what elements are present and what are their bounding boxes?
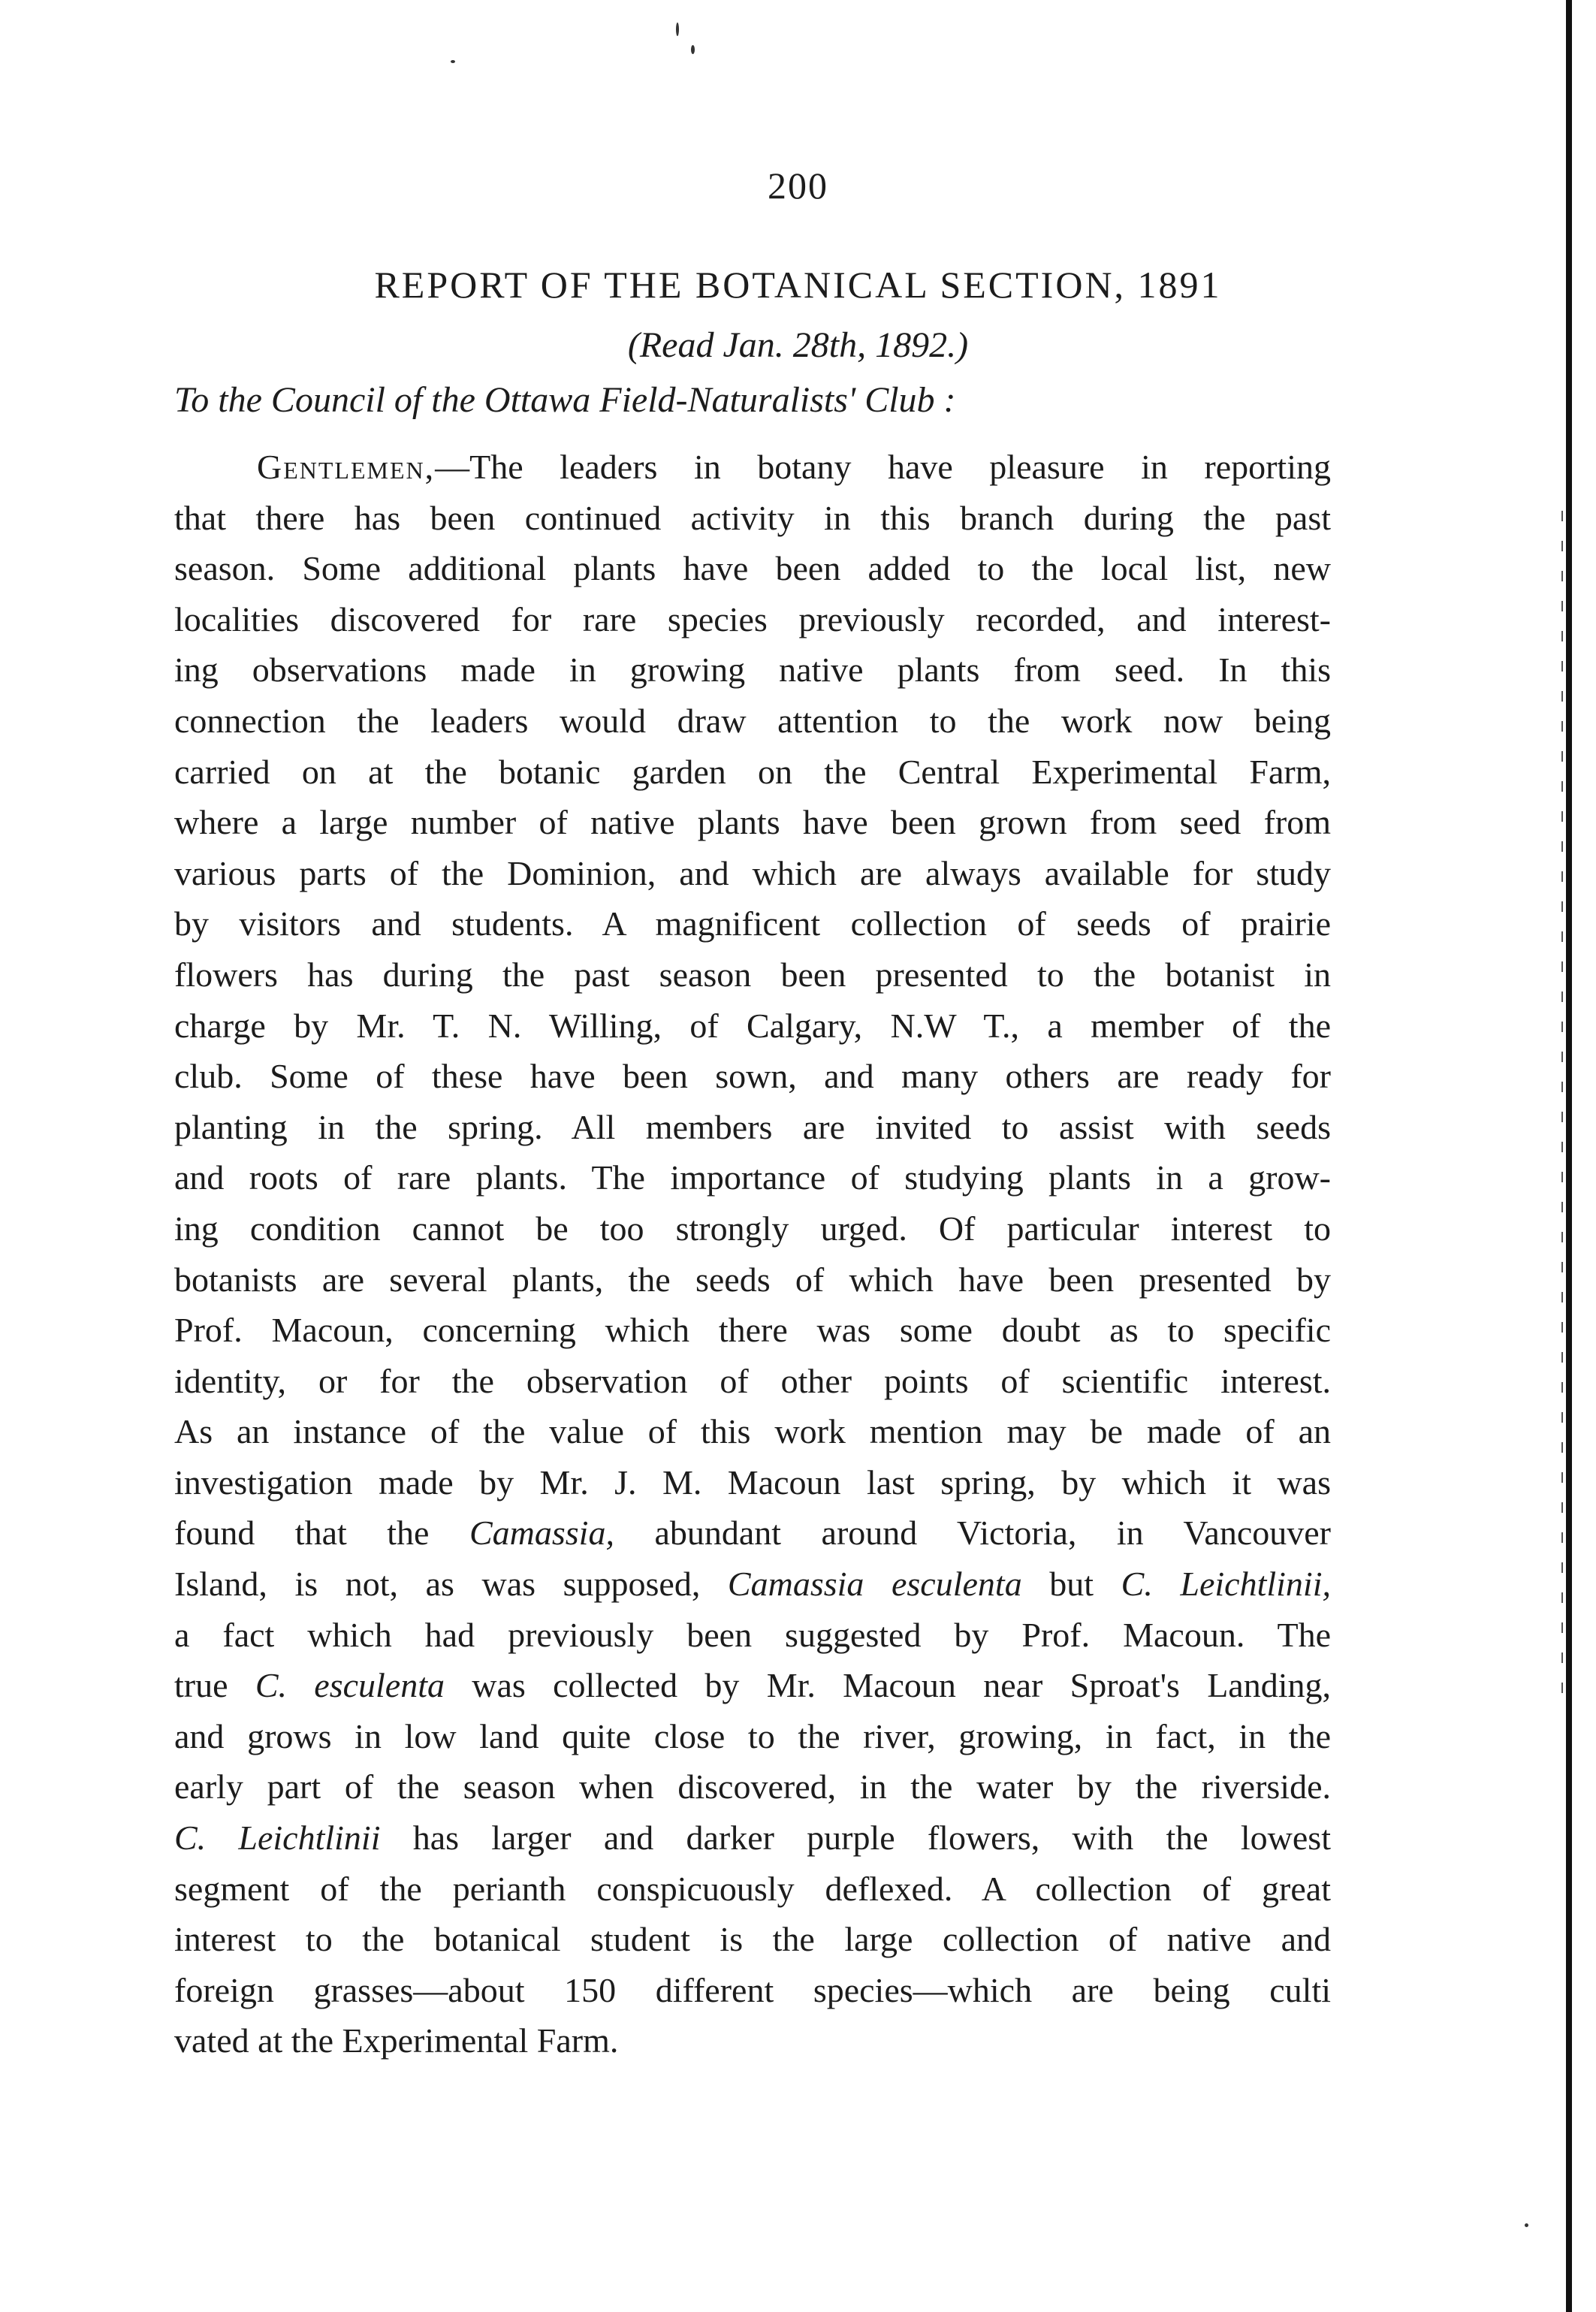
body-line: various parts of the Dominion, and which are always available for study (174, 853, 1331, 892)
scan-speck (676, 23, 679, 36)
body-line: flowers has during the past season been presented to the botanist in (174, 955, 1331, 994)
body-line: interest to the botanical student is the large collection of native and (174, 1920, 1331, 1959)
body-line: season. Some additional plants have been added to the local list, new (174, 549, 1331, 588)
species-name: Camassia, (469, 1514, 614, 1553)
species-name: C. Leichtlinii (174, 1819, 381, 1858)
page-number: 200 (768, 164, 828, 207)
body-line: Prof. Macoun, concerning which there was some doubt as to specific (174, 1311, 1331, 1350)
scan-speck (451, 60, 455, 63)
body-line (174, 442, 1331, 493)
body-line: segment of the perianth conspicuously deflexed. A collection of great (174, 1869, 1331, 1908)
body-line: ing condition cannot be too strongly urged. Of particular interest to (174, 1209, 1331, 1248)
body-line-text: abundant around Victoria, in Vancouver (614, 1514, 1331, 1553)
body-line: As an instance of the value of this work mention may be made of an (174, 1412, 1331, 1451)
body-line (174, 1508, 1331, 1559)
report-title: REPORT OF THE BOTANICAL SECTION, 1891 (374, 264, 1222, 306)
body-line: that there has been continued activity in this branch during the past (174, 498, 1331, 537)
body-line: connection the leaders would draw attention to the work now being (174, 701, 1331, 740)
scan-speck (1525, 2223, 1528, 2227)
body-line: and roots of rare plants. The importance of studying plants in a grow- (174, 1158, 1331, 1197)
body-line-text: true (174, 1666, 255, 1705)
body-line-text: Island, is not, as was supposed, (174, 1565, 728, 1604)
body-line (174, 1660, 1331, 1711)
body-line: where a large number of native plants have been grown from seed from (174, 803, 1331, 842)
body-line (174, 1812, 1331, 1864)
body-line: ing observations made in growing native plants from seed. In this (174, 650, 1331, 690)
species-name: Camassia esculenta (727, 1565, 1022, 1604)
body-line: and grows in low land quite close to the river, growing, in fact, in the (174, 1716, 1331, 1755)
body-line: by visitors and students. A magnificent collection of seeds of prairie (174, 904, 1331, 943)
body-line (174, 1559, 1331, 1610)
report-body (174, 442, 1331, 2066)
body-line: early part of the season when discovered, in the water by the riverside. (174, 1767, 1331, 1806)
body-line: club. Some of these have been sown, and many others are ready for (174, 1057, 1331, 1096)
species-name: C. Leichtlinii, (1121, 1565, 1331, 1604)
body-line-text: but (1021, 1565, 1121, 1604)
scan-speck (691, 45, 695, 54)
body-line: charge by Mr. T. N. Willing, of Calgary, N.W T., a member of the (174, 1006, 1331, 1045)
body-line-text: —The leaders in botany have pleasure in reporting (435, 448, 1331, 486)
body-line-text: has larger and darker purple flowers, with the lowest (380, 1819, 1331, 1858)
body-line: vated at the Experimental Farm. (174, 2021, 619, 2060)
body-line: carried on at the botanic garden on the Central Experimental Farm, (174, 752, 1331, 791)
body-line: identity, or for the observation of other points of scientific interest. (174, 1361, 1331, 1400)
salutation-address: To the Council of the Ottawa Field-Naturalists' Club : (174, 380, 956, 420)
scan-edge-mark (1561, 511, 1563, 1713)
body-line: planting in the spring. All members are invited to assist with seeds (174, 1107, 1331, 1146)
read-date: (Read Jan. 28th, 1892.) (627, 325, 969, 365)
body-line: investigation made by Mr. J. M. Macoun last spring, by which it was (174, 1462, 1331, 1502)
body-line: localities discovered for rare species previously recorded, and interest- (174, 599, 1331, 638)
body-line: foreign grasses—about 150 different species—which are being culti (174, 1970, 1331, 2009)
species-name: C. esculenta (255, 1666, 445, 1705)
body-line: a fact which had previously been suggested by Prof. Macoun. The (174, 1615, 1331, 1654)
body-line-text: found that the (174, 1514, 469, 1553)
body-line-text: was collected by Mr. Macoun near Sproat's Landing, (445, 1666, 1331, 1705)
body-line: botanists are several plants, the seeds of which have been presented by (174, 1260, 1331, 1299)
opening-word: Gentlemen, (257, 448, 436, 486)
